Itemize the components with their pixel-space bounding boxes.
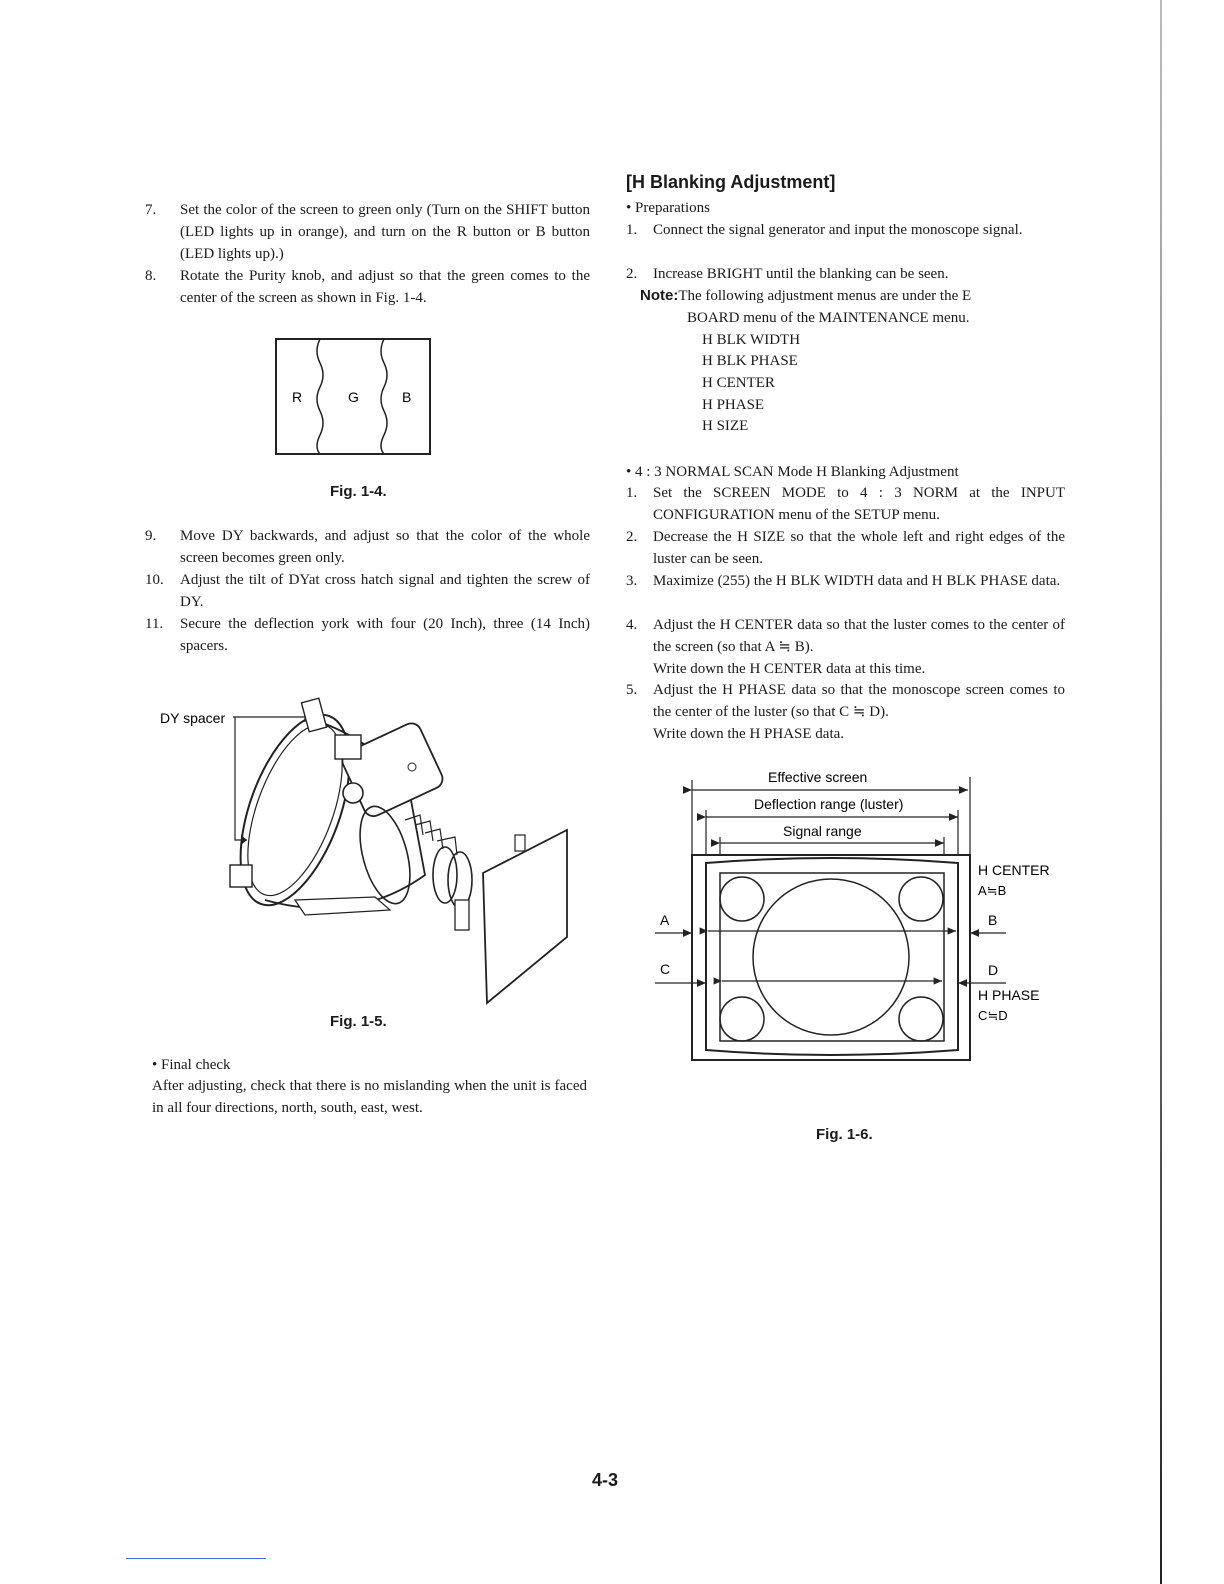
signal-range-label: Signal range xyxy=(783,823,862,839)
final-check-body: After adjusting, check that there is no mislanding when the unit is faced in all four directions, north, south, east, west. xyxy=(152,1078,587,1116)
label-c: C xyxy=(660,961,671,977)
page-number: 4-3 xyxy=(592,1470,619,1490)
step-11 xyxy=(145,613,595,657)
label-g: G xyxy=(348,389,359,405)
effective-screen-label: Effective screen xyxy=(768,769,868,785)
step-text: Set the color of the screen to green only (Turn on the SHIFT button (LED lights up in orange), and turn on the R button or B button (LED lights up).) xyxy=(180,202,590,262)
step-text xyxy=(653,679,1065,745)
step-number: 10. xyxy=(145,572,164,588)
step-9 xyxy=(145,525,595,569)
figure-1-4-diagram xyxy=(272,335,434,459)
step-text: Adjust the tilt of DYat cross hatch signal and tighten the screw of DY. xyxy=(180,572,590,610)
figure-1-4-caption: Fig. 1-4. xyxy=(330,483,387,500)
step-text: Secure the deflection york with four (20 Inch), three (14 Inch) spacers. xyxy=(180,616,590,654)
scan-step-4 xyxy=(626,614,1066,680)
prep-step-2 xyxy=(626,263,1066,285)
step-number: 2. xyxy=(626,529,638,545)
label-a: A xyxy=(660,912,670,928)
preparations-title: • Preparations xyxy=(626,200,710,216)
menu-item: H PHASE xyxy=(702,397,765,413)
step-text xyxy=(653,614,1065,680)
step-number: 8. xyxy=(145,268,157,284)
final-check-text xyxy=(152,1075,592,1119)
dy-spacer-label: DY spacer xyxy=(160,710,226,726)
step-10 xyxy=(145,569,595,613)
menu-item: H CENTER xyxy=(702,375,775,391)
scan-step-3 xyxy=(626,570,1066,614)
note-label: Note: xyxy=(640,287,679,304)
note-line xyxy=(640,285,971,307)
figure-1-5-caption: Fig. 1-5. xyxy=(330,1013,387,1030)
h-phase-label: H PHASE xyxy=(978,987,1040,1003)
scan-mode-title: • 4 : 3 NORMAL SCAN Mode H Blanking Adjustment xyxy=(626,464,959,480)
label-r: R xyxy=(292,389,303,405)
c-approx-d-label: C≒D xyxy=(978,1008,1008,1023)
h-center-label: H CENTER xyxy=(978,862,1050,878)
final-check-title: • Final check xyxy=(152,1057,231,1073)
step-number: 5. xyxy=(626,682,638,698)
note-text-2: BOARD menu of the MAINTENANCE menu. xyxy=(687,310,970,326)
step-note: Write down the H PHASE data. xyxy=(653,726,845,742)
figure-1-6-diagram xyxy=(650,765,1070,1075)
step-number: 1. xyxy=(626,222,638,238)
step-text: Move DY backwards, and adjust so that the color of the whole screen becomes green only. xyxy=(180,528,590,566)
step-number: 9. xyxy=(145,528,157,544)
label-d: D xyxy=(988,962,999,978)
step-number: 3. xyxy=(626,573,638,589)
step-text: Decrease the H SIZE so that the whole left and right edges of the luster can be seen. xyxy=(653,529,1065,567)
note-text: The following adjustment menus are under the E xyxy=(678,288,972,304)
scan-step-1 xyxy=(626,482,1066,526)
label-b: B xyxy=(402,389,412,405)
deflection-range-label: Deflection range (luster) xyxy=(754,796,904,812)
step-text: Set the SCREEN MODE to 4 : 3 NORM at the INPUT CONFIGURATION menu of the SETUP menu. xyxy=(653,485,1065,523)
step-8 xyxy=(145,265,595,309)
step-number: 7. xyxy=(145,202,157,218)
step-7 xyxy=(145,199,595,265)
step-text: Rotate the Purity knob, and adjust so that the green comes to the center of the screen as shown in Fig. 1-4. xyxy=(180,268,590,306)
scan-step-2 xyxy=(626,526,1066,570)
prep-step-1 xyxy=(626,219,1066,263)
step-number: 4. xyxy=(626,617,638,633)
menu-item: H SIZE xyxy=(702,418,749,434)
scan-step-5 xyxy=(626,679,1066,745)
step-body: Adjust the H PHASE data so that the monoscope screen comes to the center of the luster (so that C ≒ D). xyxy=(653,682,1065,720)
step-number: 2. xyxy=(626,266,638,282)
a-approx-b-label: A≒B xyxy=(978,883,1007,898)
figure-1-5-illustration xyxy=(155,675,575,1010)
label-b: B xyxy=(988,912,998,928)
step-text: Increase BRIGHT until the blanking can be seen. xyxy=(653,266,949,282)
section-heading: [H Blanking Adjustment] xyxy=(626,172,836,192)
step-note: Write down the H CENTER data at this time. xyxy=(653,661,926,677)
scan-edge xyxy=(1160,0,1162,1584)
figure-1-6-caption: Fig. 1-6. xyxy=(816,1126,873,1143)
step-text: Connect the signal generator and input the monoscope signal. xyxy=(653,222,1023,238)
step-number: 1. xyxy=(626,485,638,501)
step-number: 11. xyxy=(145,616,164,632)
step-text: Maximize (255) the H BLK WIDTH data and H BLK PHASE data. xyxy=(653,573,1061,589)
menu-item: H BLK WIDTH xyxy=(702,332,801,348)
menu-item: H BLK PHASE xyxy=(702,353,798,369)
step-body: Adjust the H CENTER data so that the luster comes to the center of the screen (so that A ≒ B). xyxy=(653,617,1065,655)
footer-line xyxy=(126,1558,266,1559)
